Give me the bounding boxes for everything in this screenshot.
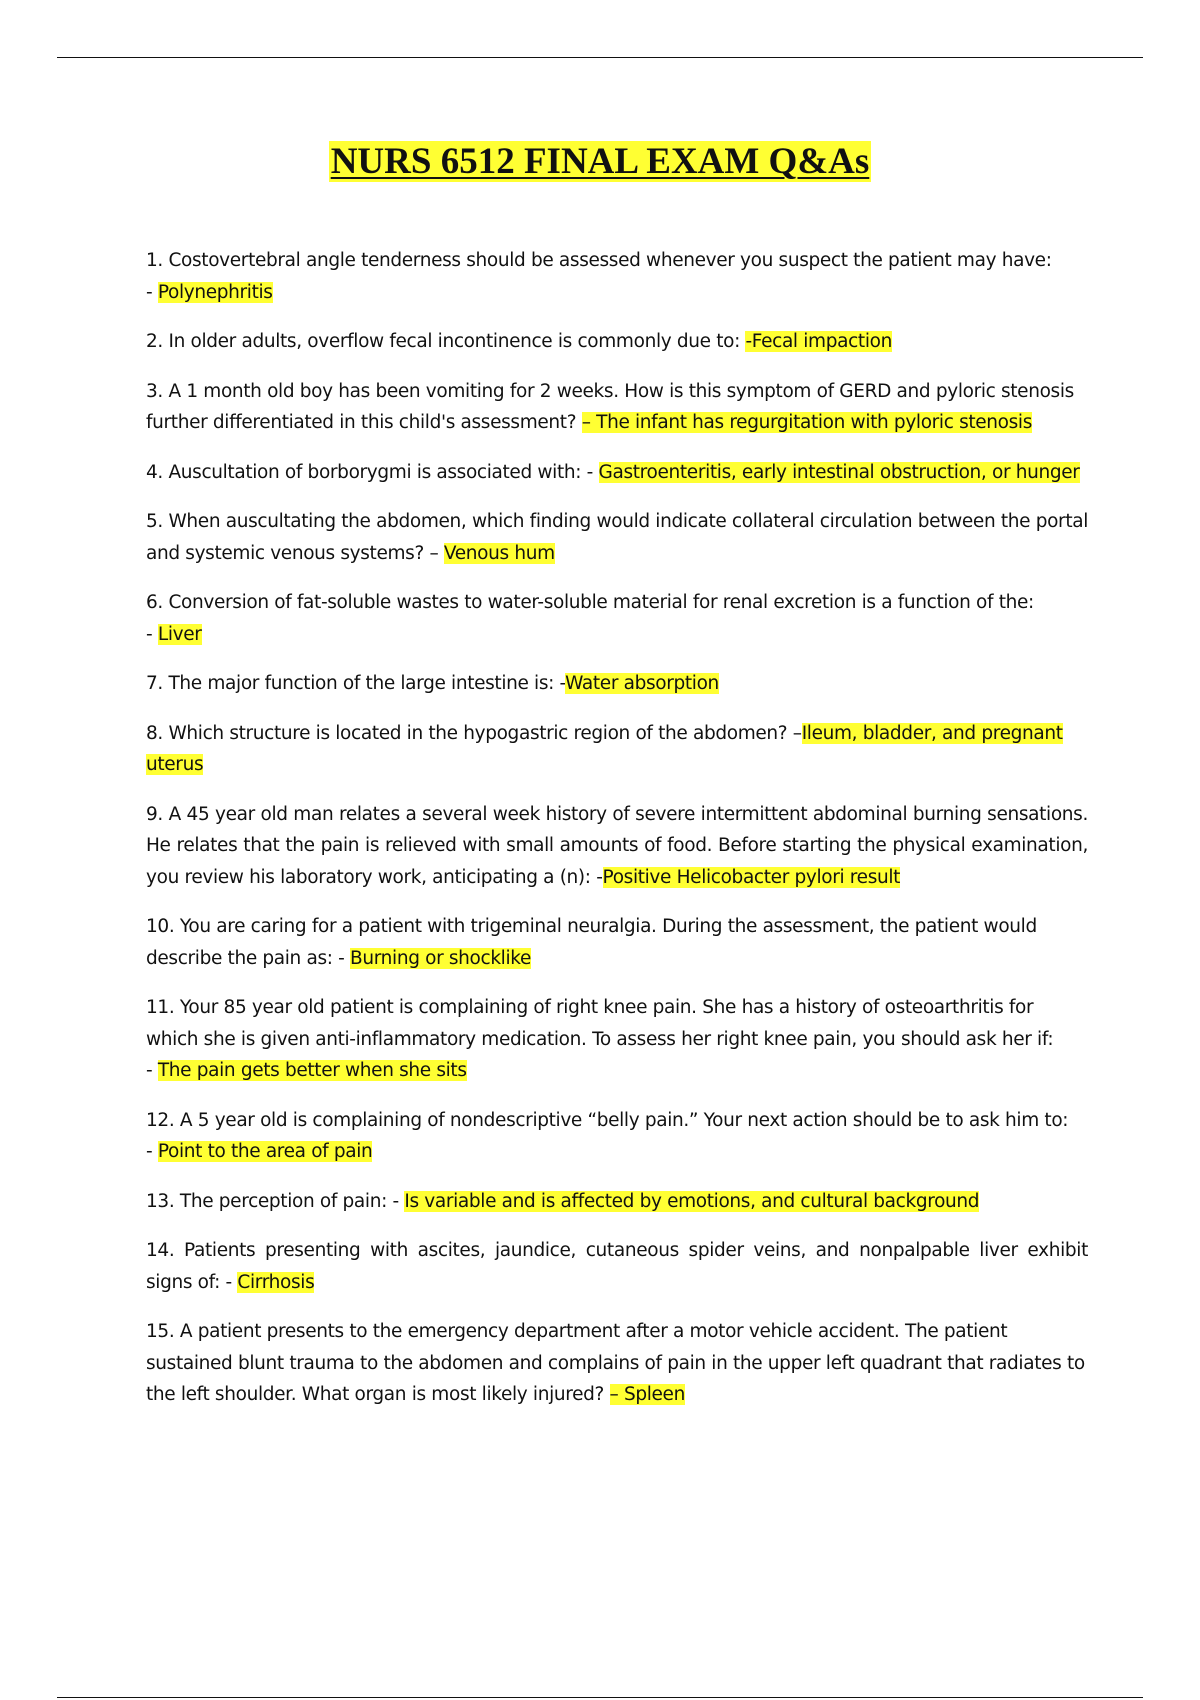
qa-item-8: [146, 718, 1088, 781]
question-text: 8. Which structure is located in the hypogastric region of the abdomen? –: [146, 722, 802, 744]
answer-separator: -: [146, 1060, 158, 1081]
qa-item-14: [146, 1235, 1088, 1298]
answer-highlight: Ileum, bladder, and pregnant uterus: [146, 722, 1063, 775]
qa-item-13: [146, 1186, 1088, 1218]
answer-highlight: Point to the area of pain: [157, 1141, 373, 1162]
qa-item-4: [146, 457, 1088, 489]
answer-highlight: Polynephritis: [157, 281, 273, 303]
question-text: 12. A 5 year old is complaining of nondescriptive “belly pain.” Your next action should be to ask him to:: [146, 1109, 1069, 1131]
title-block: [0, 140, 1200, 183]
qa-item-1: [146, 245, 1088, 308]
question-text: 7. The major function of the large intestine is: -: [146, 673, 566, 694]
answer-highlight: Burning or shocklike: [350, 947, 531, 969]
answer-separator: -: [146, 1141, 158, 1162]
document-title: NURS 6512 FINAL EXAM Q&As: [330, 141, 870, 182]
answer-separator: -: [146, 281, 158, 303]
answer-highlight: – Spleen: [609, 1384, 685, 1405]
answer-highlight: Gastroenteritis, early intestinal obstruction, or hunger: [598, 461, 1080, 483]
answer-highlight: – The infant has regurgitation with pyloric stenosis: [581, 412, 1033, 433]
answer-highlight: Is variable and is affected by emotions, and cultural background: [404, 1190, 980, 1212]
question-text: 2. In older adults, overflow fecal incontinence is commonly due to:: [146, 331, 746, 352]
question-text: 10. You are caring for a patient with trigeminal neuralgia. During the assessment, the patient would describe the pain as: -: [146, 916, 1037, 969]
qa-item-5: [146, 506, 1088, 569]
question-text: 4. Auscultation of borborygmi is associated with: -: [146, 461, 599, 483]
answer-highlight: Venous hum: [443, 542, 555, 564]
qa-item-15: [146, 1316, 1088, 1411]
answer-highlight: Cirrhosis: [237, 1271, 315, 1293]
answer-highlight: Positive Helicobacter pylori result: [602, 866, 901, 888]
question-text: 13. The perception of pain: -: [146, 1190, 405, 1212]
qa-item-10: [146, 911, 1088, 974]
question-text: 6. Conversion of fat-soluble wastes to water-soluble material for renal excretion is a function of the:: [146, 592, 1034, 613]
qa-item-12: [146, 1105, 1088, 1168]
question-text: 3. A 1 month old boy has been vomiting for 2 weeks. How is this symptom of GERD and pyloric stenosis further differentiated in this child's assessment?: [146, 380, 1074, 433]
question-text: 14. Patients presenting with ascites, jaundice, cutaneous spider veins, and nonpalpable liver exhibit signs of: -: [146, 1240, 1088, 1293]
bottom-rule: [57, 1697, 1143, 1698]
answer-highlight: Liver: [157, 623, 202, 645]
question-text: 15. A patient presents to the emergency department after a motor vehicle accident. The patient sustained blunt trauma to the abdomen and complains of pain in the upper left quadrant that radiates to the left shoulder. What organ is most likely injured?: [146, 1321, 1085, 1405]
question-text: 9. A 45 year old man relates a several week history of severe intermittent abdominal burning sensations. He relates that the pain is relieved with small amounts of food. Before starting the physical examination, you review his laboratory work, anticipating a (n): -: [146, 803, 1088, 888]
qa-item-9: [146, 799, 1088, 894]
answer-separator: -: [146, 623, 158, 645]
qa-item-3: [146, 376, 1088, 439]
top-rule: [57, 57, 1143, 58]
answer-highlight: -Fecal impaction: [745, 331, 892, 352]
qa-item-6: [146, 587, 1088, 650]
answer-highlight: The pain gets better when she sits: [157, 1060, 467, 1081]
answer-highlight: Water absorption: [565, 673, 719, 694]
question-text: 1. Costovertebral angle tenderness should be assessed whenever you suspect the patient may have:: [146, 250, 1052, 271]
question-text: 11. Your 85 year old patient is complaining of right knee pain. She has a history of osteoarthritis for which she is given anti-inflammatory medication. To assess her right knee pain, you should ask her if:: [146, 997, 1054, 1050]
qa-item-2: [146, 326, 1088, 358]
qa-item-11: [146, 992, 1088, 1087]
qa-item-7: [146, 668, 1088, 700]
question-text: 5. When auscultating the abdomen, which finding would indicate collateral circulation between the portal and systemic venous systems? –: [146, 511, 1088, 564]
question-list: [146, 245, 1088, 1429]
